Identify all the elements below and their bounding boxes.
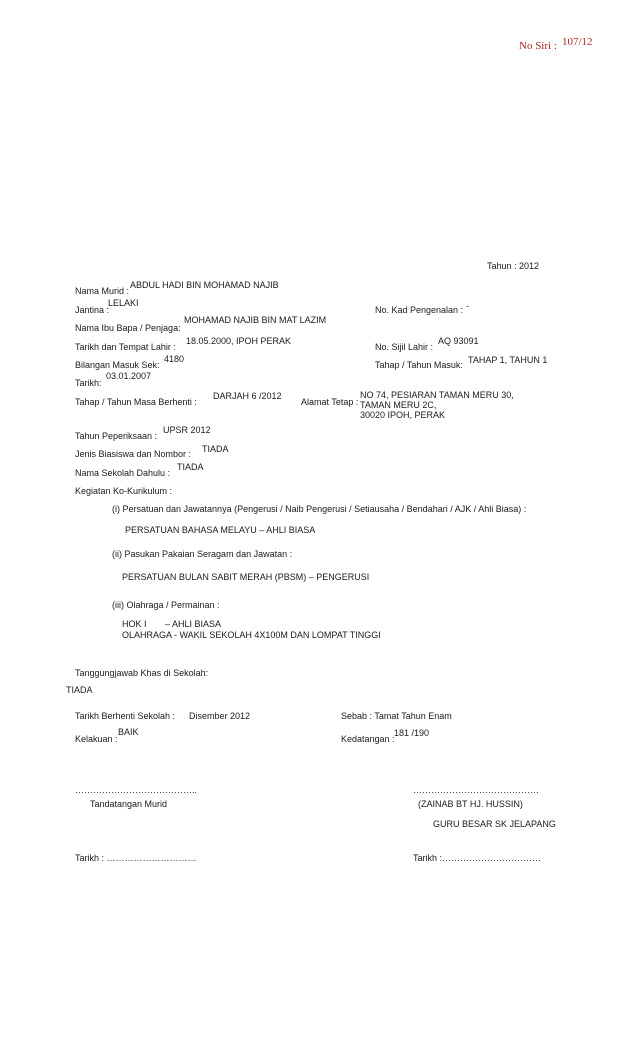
tarikh-murid: Tarikh : …………………………: [75, 853, 197, 863]
tahap-masuk-label: Tahap / Tahun Masuk:: [375, 360, 463, 370]
guru-besar-title: GURU BESAR SK JELAPANG: [433, 819, 556, 829]
nama-murid-value: ABDUL HADI BIN MOHAMAD NAJIB: [130, 280, 279, 290]
bilangan-masuk-value: 4180: [164, 354, 185, 364]
nama-ibu-bapa-value: MOHAMAD NAJIB BIN MAT LAZIM: [184, 315, 327, 325]
alamat-line-3: 30020 IPOH, PERAK: [360, 410, 446, 420]
signature-line-guru: ……………………………………: [413, 785, 539, 795]
persatuan-label: (i) Persatuan dan Jawatannya (Pengerusi / Naib Pengerusi / Setiausaha / Bendahari / AJK / Ahli Biasa) :: [112, 504, 527, 514]
nama-ibu-bapa-label: Nama Ibu Bapa / Penjaga:: [75, 323, 181, 333]
sijil-lahir-label: No. Sijil Lahir :: [375, 342, 434, 352]
kelakuan-value: BAIK: [118, 727, 139, 737]
tahun-peperiksaan-value: UPSR 2012: [163, 425, 211, 435]
tahun-peperiksaan-label: Tahun Peperiksaan :: [75, 431, 158, 441]
persatuan-value: PERSATUAN BAHASA MELAYU – AHLI BIASA: [125, 525, 316, 535]
biasiswa-label: Jenis Biasiswa dan Nombor :: [75, 449, 192, 459]
tarikh-berhenti-value: Disember 2012: [189, 711, 251, 721]
kad-pengenalan-label: No. Kad Pengenalan :: [375, 305, 464, 315]
alamat-label: Alamat Tetap :: [301, 397, 359, 407]
olahraga-line2: OLAHRAGA - WAKIL SEKOLAH 4X100M DAN LOMPAT TINGGI: [122, 630, 381, 640]
alamat-line-1: NO 74, PESIARAN TAMAN MERU 30,: [360, 390, 514, 400]
tahun-label: Tahun : 2012: [487, 261, 540, 271]
jantina-label: Jantina :: [75, 305, 110, 315]
tanggungjawab-value: TIADA: [66, 685, 93, 695]
tanggungjawab-label: Tanggungjawab Khas di Sekolah:: [75, 668, 209, 678]
tarikh-berhenti-label: Tarikh Berhenti Sekolah :: [75, 711, 176, 721]
pasukan-value: PERSATUAN BULAN SABIT MERAH (PBSM) – PENGERUSI: [122, 572, 370, 582]
sijil-lahir-value: AQ 93091: [438, 336, 479, 346]
pasukan-label: (ii) Pasukan Pakaian Seragam dan Jawatan :: [112, 549, 293, 559]
sebab-label: Sebab : Tamat Tahun Enam: [341, 711, 452, 721]
olahraga-line1-role: – AHLI BIASA: [165, 619, 222, 629]
no-siri: [519, 41, 557, 52]
kedatangan-label: Kedatangan :: [341, 734, 395, 744]
sekolah-dahulu-label: Nama Sekolah Dahulu :: [75, 468, 171, 478]
biasiswa-value: TIADA: [202, 444, 229, 454]
signature-line-murid: …………………………………..: [75, 785, 198, 795]
alamat-line-2: TAMAN MERU 2C,: [360, 400, 437, 410]
olahraga-label: (iii) Olahraga / Permainan :: [112, 600, 220, 610]
tahap-berhenti-label: Tahap / Tahun Masa Berhenti :: [75, 397, 197, 407]
no-siri-value: 107/12: [562, 36, 593, 48]
kokurikulum-heading: Kegiatan Ko-Kurikulum :: [75, 486, 173, 496]
kedatangan-value: 181 /190: [394, 728, 430, 738]
jantina-value: LELAKI: [108, 298, 139, 308]
olahraga-line1-name: HOK I: [122, 619, 147, 629]
guru-besar-name: (ZAINAB BT HJ. HUSSIN): [418, 799, 523, 809]
sekolah-dahulu-value: TIADA: [177, 462, 204, 472]
tahap-berhenti-value: DARJAH 6 /2012: [213, 391, 282, 401]
tarikh-masuk-value: 03.01.2007: [106, 371, 152, 381]
kelakuan-label: Kelakuan :: [75, 734, 118, 744]
tahap-masuk-value: TAHAP 1, TAHUN 1: [468, 355, 548, 365]
no-siri-label: No Siri :: [519, 40, 557, 52]
tarikh-masuk-label: Tarikh:: [75, 378, 102, 388]
tarikh-guru: Tarikh :……………………………: [413, 853, 542, 863]
tarikh-lahir-value: 18.05.2000, IPOH PERAK: [186, 336, 292, 346]
signature-caption-murid: Tandatangan Murid: [90, 799, 168, 809]
kad-pengenalan-value: -: [466, 301, 469, 311]
nama-murid-label: Nama Murid :: [75, 286, 130, 296]
bilangan-masuk-label: Bilangan Masuk Sek:: [75, 360, 160, 370]
tarikh-lahir-label: Tarikh dan Tempat Lahir :: [75, 342, 176, 352]
